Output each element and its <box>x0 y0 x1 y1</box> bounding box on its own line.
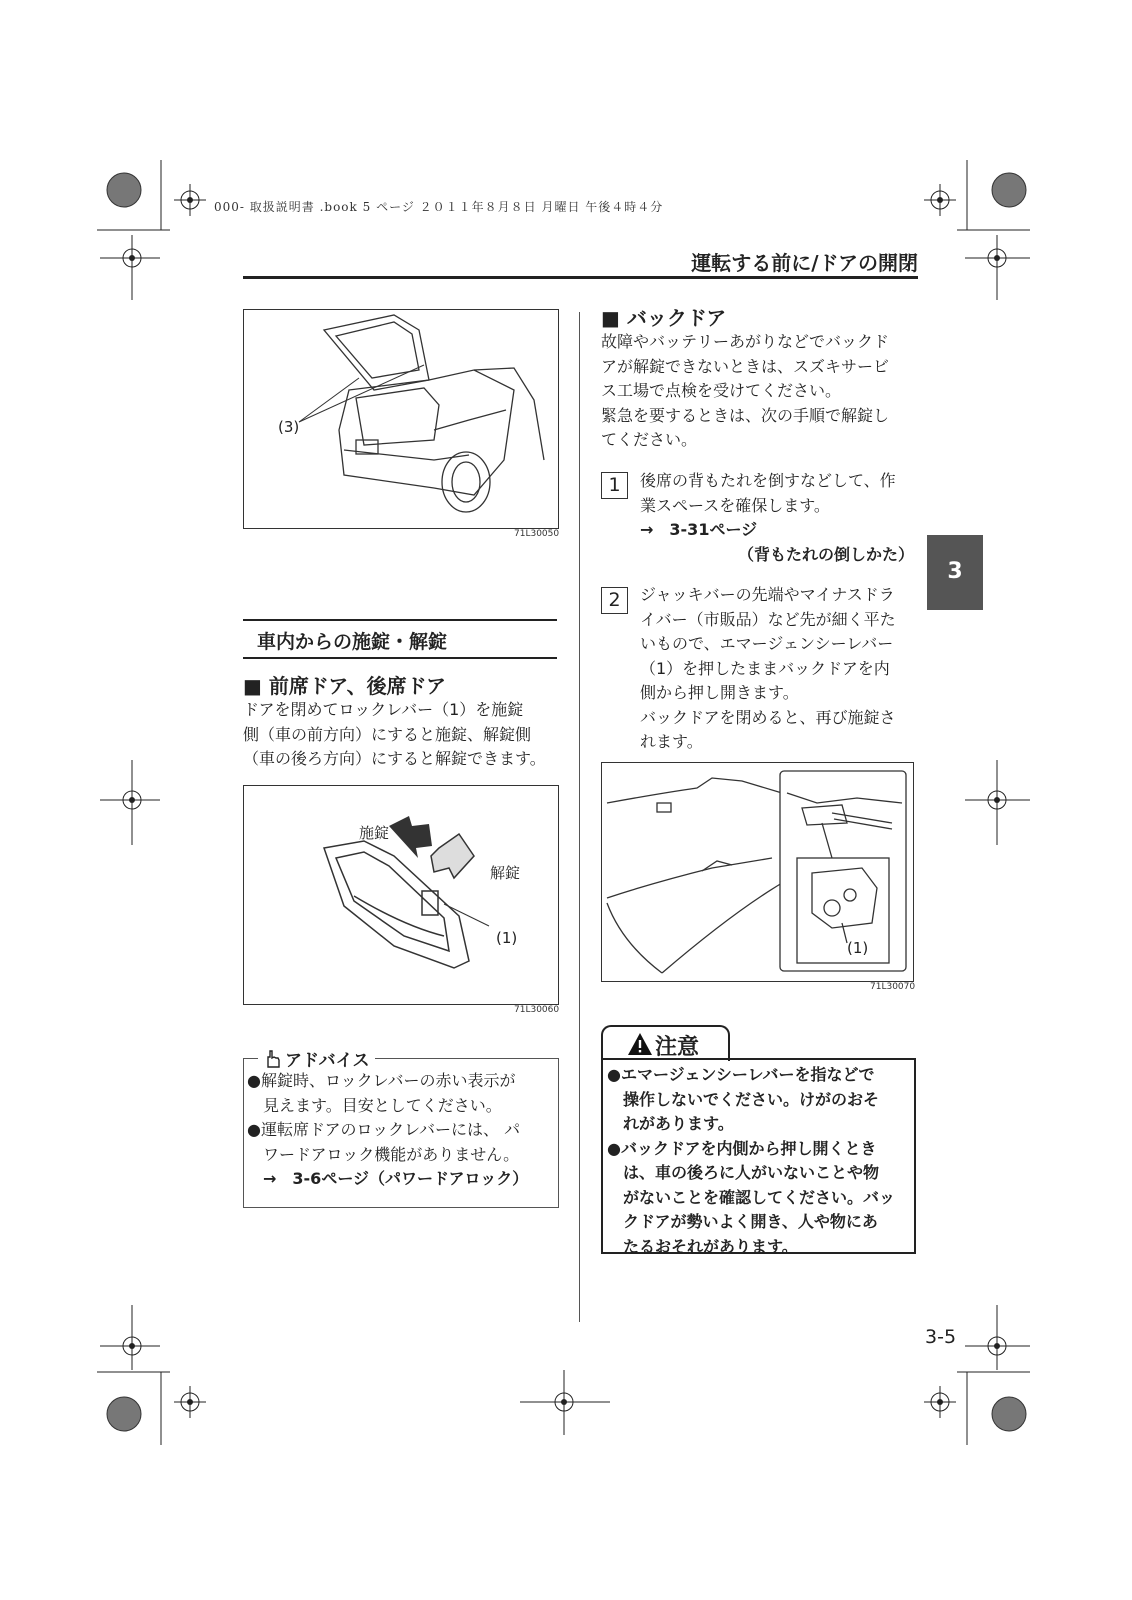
step-1-text <box>640 469 920 567</box>
text-line: いもので、エマージェンシーレバー <box>640 634 894 653</box>
unlock-label: 解錠 <box>490 864 521 882</box>
text-line: イバー（市販品）など先が細く平た <box>640 609 896 629</box>
figure-code: 71L30070 <box>870 982 916 992</box>
page-reference: → 3-31ページ <box>640 520 758 539</box>
callout-3: (3) <box>278 418 300 436</box>
caution-title: 注意 <box>655 1035 700 1060</box>
section-heading <box>243 619 557 659</box>
page-reference-sub: （背もたれの倒しかた） <box>737 544 914 564</box>
section-title: 車内からの施錠・解錠 <box>257 631 448 653</box>
text-line: がないことを確認してください。バッ <box>607 1187 896 1207</box>
back-door-text <box>601 330 921 453</box>
text-line: ワードアロック機能がありません。 <box>247 1144 520 1164</box>
step-number: 1 <box>601 472 628 499</box>
text-line: 操作しないでください。けがのおそ <box>607 1089 880 1109</box>
text-line: 後席の背もたれを倒すなどして、作 <box>640 471 896 490</box>
lock-label: 施錠 <box>359 824 390 842</box>
advice-text <box>247 1069 557 1192</box>
text-line: 業スペースを確保します。 <box>640 495 830 515</box>
text-line: てください。 <box>601 430 698 449</box>
figure-code: 71L30050 <box>514 529 560 539</box>
text-line: ●解錠時、ロックレバーの赤い表示が <box>247 1071 516 1090</box>
pointing-hand-icon <box>263 1049 283 1069</box>
advice-title <box>258 1046 375 1071</box>
page-number: 3-5 <box>925 1326 957 1348</box>
text-line: は、車の後ろに人がいないことや物 <box>607 1163 880 1182</box>
figure-emergency-lever <box>601 762 914 982</box>
column-divider <box>579 312 580 1322</box>
text-line: 側（車の前方向）にすると施錠、解錠側 <box>243 724 532 744</box>
text-line: （1）を押したままバックドアを内 <box>640 658 890 678</box>
callout-1: (1) <box>847 939 869 957</box>
figure-code: 71L30060 <box>514 1005 560 1015</box>
front-rear-text <box>243 698 563 772</box>
text-line: アが解錠できないときは、スズキサービ <box>601 356 890 376</box>
callout-1: (1) <box>496 929 518 947</box>
text-line: ●運転席ドアのロックレバーには、 パ <box>247 1120 521 1139</box>
advice-title-text: アドバイス <box>285 1051 370 1071</box>
figure-back-door-open <box>243 309 559 529</box>
text-line: れがあります。 <box>607 1114 734 1133</box>
text-line: ス工場で点検を受けてください。 <box>601 381 842 400</box>
text-line: 緊急を要するときは、次の手順で解錠し <box>601 405 890 425</box>
text-line: 故障やバッテリーあがりなどでバックド <box>601 332 890 351</box>
chapter-title: 運転する前に/ドアの開閉 <box>691 251 918 275</box>
text-line: クドアが勢いよく開き、人や物にあ <box>607 1212 878 1231</box>
step-2-text <box>640 583 920 755</box>
file-header: 000- 取扱説明書 .book 5 ページ ２０１１年８月８日 月曜日 午後４時４分 <box>214 200 664 214</box>
text-line: バックドアを閉めると、再び施錠さ <box>640 707 896 727</box>
figure-lock-lever <box>243 785 559 1005</box>
text-line: ●バックドアを内側から押し開くとき <box>607 1138 877 1158</box>
front-rear-heading: ■ 前席ドア、後席ドア <box>243 674 447 698</box>
chapter-tab-label: 3 <box>947 559 963 584</box>
text-line: れます。 <box>640 732 703 751</box>
caution-text <box>607 1063 911 1259</box>
chapter-tab <box>927 535 983 610</box>
warning-icon <box>627 1032 653 1056</box>
title-rule <box>243 276 918 279</box>
text-line: たるおそれがあります。 <box>607 1236 798 1256</box>
back-door-heading: ■ バックドア <box>601 306 727 330</box>
caution-tab <box>601 1025 730 1061</box>
text-line: → 3-6ページ（パワードアロック） <box>247 1169 529 1188</box>
door-handle-illustration <box>244 786 558 1004</box>
text-line: 側から押し開きます。 <box>640 683 799 702</box>
text-line: ドアを閉めてロックレバー（1）を施錠 <box>243 700 524 719</box>
text-line: （車の後ろ方向）にすると解錠できます。 <box>243 749 546 768</box>
text-line: 見えます。目安としてください。 <box>247 1095 502 1115</box>
step-number: 2 <box>601 587 628 614</box>
text-line: ●エマージェンシーレバーを指などで <box>607 1065 875 1084</box>
text-line: ジャッキバーの先端やマイナスドラ <box>640 585 895 604</box>
